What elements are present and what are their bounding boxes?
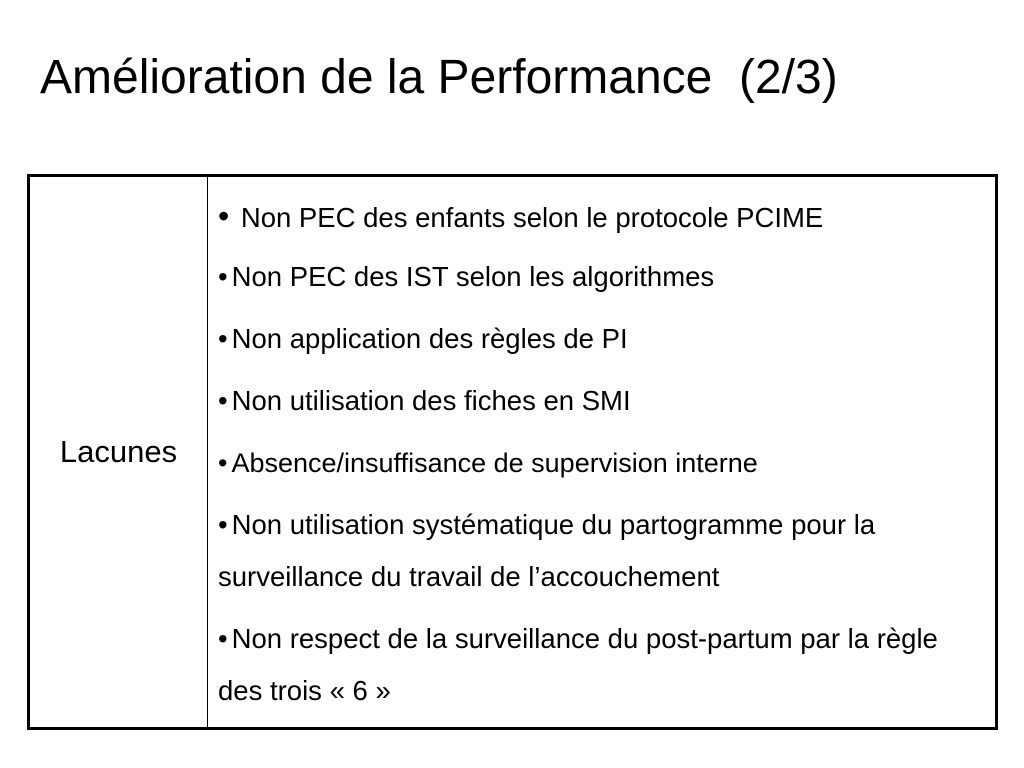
list-item: [218, 499, 985, 603]
list-item: [218, 251, 985, 303]
list-item-text: Non utilisation systématique du partogramme pour la surveillance du travail de l’accouchement: [218, 509, 876, 592]
slide-title: Amélioration de la Performance (2/3): [40, 51, 838, 104]
list-item-text: Non respect de la surveillance du post-partum par la règle des trois « 6 »: [218, 623, 938, 706]
list-item: [218, 313, 985, 365]
bullet-icon: •: [218, 385, 228, 416]
list-item: [218, 613, 985, 717]
list-item-text: Non PEC des IST selon les algorithmes: [231, 261, 715, 292]
gaps-table: [27, 174, 998, 730]
list-item-text: Absence/insuffisance de supervision interne: [231, 448, 758, 478]
list-item-text: Non PEC des enfants selon le protocole PCIME: [240, 202, 824, 233]
list-item: [218, 375, 985, 427]
table-row: [29, 176, 997, 729]
row-label-cell: Lacunes: [29, 176, 208, 729]
list-item-text: Non application des règles de PI: [231, 323, 628, 354]
list-item: [218, 437, 985, 489]
list-item-text: Non utilisation des fiches en SMI: [231, 385, 631, 416]
bullet-icon: •: [218, 509, 228, 540]
bullet-icon: •: [218, 623, 228, 654]
bullet-icon: •: [218, 261, 228, 292]
bullet-icon: •: [218, 323, 228, 354]
items-cell: [208, 176, 997, 729]
bullet-icon: •: [218, 448, 228, 478]
gap-list: [218, 197, 985, 717]
list-item: [218, 197, 985, 237]
bullet-icon: •: [218, 198, 230, 234]
